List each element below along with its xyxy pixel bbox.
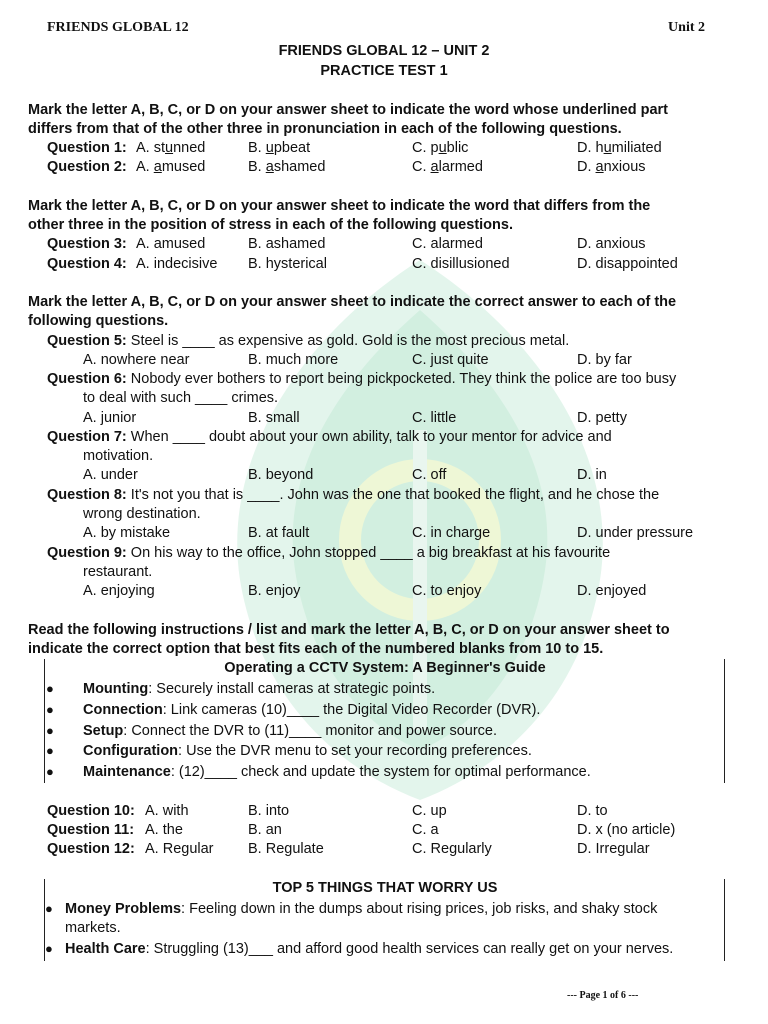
option-d[interactable]: D. humiliated <box>577 140 662 156</box>
option-d[interactable]: D. under pressure <box>577 525 694 541</box>
option-a[interactable]: A. stunned <box>136 140 206 156</box>
question-3 <box>0 235 768 254</box>
option-a[interactable]: A. indecisive <box>136 256 218 272</box>
option-c[interactable]: C. alarmed <box>412 159 483 175</box>
worry-item-money: Money Problems: Feeling down in the dumps about rising prices, job risks, and shaky stock <box>65 901 658 917</box>
question-8-options <box>0 524 768 543</box>
bullet-icon: ● <box>46 702 54 717</box>
option-c[interactable]: C. off <box>412 467 447 483</box>
option-d[interactable]: D. enjoyed <box>577 583 647 599</box>
option-a[interactable]: A. amused <box>136 159 206 175</box>
question-9-stem-cont: restaurant. <box>83 564 153 580</box>
option-a[interactable]: A. amused <box>136 236 206 252</box>
question-7-options <box>0 466 768 485</box>
option-b[interactable]: B. ashamed <box>248 236 326 252</box>
question-label: Question 1: <box>47 140 127 156</box>
question-label: Question 3: <box>47 236 127 252</box>
question-9-options <box>0 582 768 601</box>
worry-item-money-cont: markets. <box>65 920 121 936</box>
option-d[interactable]: D. x (no article) <box>577 822 676 838</box>
option-c[interactable]: C. public <box>412 140 469 156</box>
section2-instruction-1: Mark the letter A, B, C, or D on your answer sheet to indicate the word that differs from the <box>28 198 651 214</box>
question-5-stem: Question 5: Steel is ____ as expensive as gold. Gold is the most precious metal. <box>47 333 570 349</box>
question-10 <box>0 802 768 821</box>
question-7-stem-cont: motivation. <box>83 448 154 464</box>
section1-instruction-2: differs from that of the other three in pronunciation in each of the following questions. <box>28 121 622 137</box>
option-a[interactable]: A. with <box>145 803 189 819</box>
section3-instruction-1: Mark the letter A, B, C, or D on your answer sheet to indicate the correct answer to each of the <box>28 294 677 310</box>
section3-instruction-2: following questions. <box>28 313 169 329</box>
bullet-icon: ● <box>45 901 53 916</box>
section2-instruction-2: other three in the position of stress in each of the following questions. <box>28 217 513 233</box>
cctv-guide-title: Operating a CCTV System: A Beginner's Guide <box>224 660 546 676</box>
question-4 <box>0 255 768 274</box>
section1-instruction-1: Mark the letter A, B, C, or D on your answer sheet to indicate the word whose underlined part <box>28 102 668 118</box>
section4-instruction-2: indicate the correct option that best fits each of the numbered blanks from 10 to 15. <box>28 641 604 657</box>
bullet-icon: ● <box>46 764 54 779</box>
header-left: FRIENDS GLOBAL 12 <box>47 20 189 35</box>
option-a[interactable]: A. the <box>145 822 183 838</box>
option-c[interactable]: C. just quite <box>412 352 489 368</box>
option-b[interactable]: B. an <box>248 822 282 838</box>
option-d[interactable]: D. disappointed <box>577 256 678 272</box>
option-c[interactable]: C. Regularly <box>412 841 492 857</box>
bullet-icon: ● <box>45 941 53 956</box>
question-1 <box>0 139 768 158</box>
cctv-item-mounting: Mounting: Securely install cameras at strategic points. <box>83 681 436 697</box>
page-footer: --- Page 1 of 6 --- <box>567 990 639 1001</box>
option-a[interactable]: A. under <box>83 467 138 483</box>
page-title: FRIENDS GLOBAL 12 – UNIT 2 <box>278 43 490 59</box>
option-c[interactable]: C. alarmed <box>412 236 483 252</box>
option-c[interactable]: C. little <box>412 410 457 426</box>
option-b[interactable]: B. beyond <box>248 467 314 483</box>
option-c[interactable]: C. disillusioned <box>412 256 510 272</box>
option-b[interactable]: B. ashamed <box>248 159 326 175</box>
bullet-icon: ● <box>46 723 54 738</box>
option-b[interactable]: B. upbeat <box>248 140 311 156</box>
option-d[interactable]: D. in <box>577 467 607 483</box>
page-subtitle: PRACTICE TEST 1 <box>320 63 448 79</box>
question-label: Question 10: <box>47 803 135 819</box>
question-11 <box>0 821 768 840</box>
cctv-item-maintenance: Maintenance: (12)____ check and update the system for optimal performance. <box>83 764 591 780</box>
question-8-stem: Question 8: It's not you that is ____. John was the one that booked the flight, and he chose the <box>47 487 660 503</box>
question-9-stem: Question 9: On his way to the office, John stopped ____ a big breakfast at his favourite <box>47 545 611 561</box>
question-7-stem: Question 7: When ____ doubt about your own ability, talk to your mentor for advice and <box>47 429 612 445</box>
option-a[interactable]: A. enjoying <box>83 583 155 599</box>
option-b[interactable]: B. small <box>248 410 300 426</box>
option-a[interactable]: A. nowhere near <box>83 352 190 368</box>
worry-item-health: Health Care: Struggling (13)___ and afford good health services can really get on your nerves. <box>65 941 674 957</box>
question-label: Question 12: <box>47 841 135 857</box>
question-label: Question 11: <box>47 822 135 838</box>
option-b[interactable]: B. hysterical <box>248 256 327 272</box>
question-5-options <box>0 351 768 370</box>
option-d[interactable]: D. by far <box>577 352 632 368</box>
worries-list-title: TOP 5 THINGS THAT WORRY US <box>272 880 498 896</box>
option-b[interactable]: B. at fault <box>248 525 310 541</box>
option-b[interactable]: B. much more <box>248 352 339 368</box>
cctv-item-configuration: Configuration: Use the DVR menu to set your recording preferences. <box>83 743 532 759</box>
option-c[interactable]: C. in charge <box>412 525 491 541</box>
option-a[interactable]: A. by mistake <box>83 525 171 541</box>
option-d[interactable]: D. Irregular <box>577 841 650 857</box>
option-a[interactable]: A. junior <box>83 410 137 426</box>
option-d[interactable]: D. petty <box>577 410 627 426</box>
option-c[interactable]: C. to enjoy <box>412 583 482 599</box>
section4-instruction-1: Read the following instructions / list and mark the letter A, B, C, or D on your answer sheet to <box>28 622 670 638</box>
cctv-item-setup: Setup: Connect the DVR to (11)____ monitor and power source. <box>83 723 497 739</box>
question-2 <box>0 158 768 177</box>
question-label: Question 2: <box>47 159 127 175</box>
option-b[interactable]: B. Regulate <box>248 841 324 857</box>
option-b[interactable]: B. into <box>248 803 290 819</box>
option-d[interactable]: D. to <box>577 803 608 819</box>
cctv-item-connection: Connection: Link cameras (10)____ the Digital Video Recorder (DVR). <box>83 702 541 718</box>
bullet-icon: ● <box>46 743 54 758</box>
question-8-stem-cont: wrong destination. <box>83 506 201 522</box>
option-a[interactable]: A. Regular <box>145 841 214 857</box>
bullet-icon: ● <box>46 681 54 696</box>
question-6-stem-cont: to deal with such ____ crimes. <box>83 390 279 406</box>
option-d[interactable]: D. anxious <box>577 236 646 252</box>
option-c[interactable]: C. up <box>412 803 447 819</box>
option-c[interactable]: C. a <box>412 822 439 838</box>
question-label: Question 4: <box>47 256 127 272</box>
question-6-stem: Question 6: Nobody ever bothers to report being pickpocketed. They think the police are too busy <box>47 371 677 387</box>
question-6-options <box>0 409 768 428</box>
question-12 <box>0 840 768 859</box>
option-b[interactable]: B. enjoy <box>248 583 301 599</box>
option-d[interactable]: D. anxious <box>577 159 646 175</box>
header-right: Unit 2 <box>668 20 705 35</box>
